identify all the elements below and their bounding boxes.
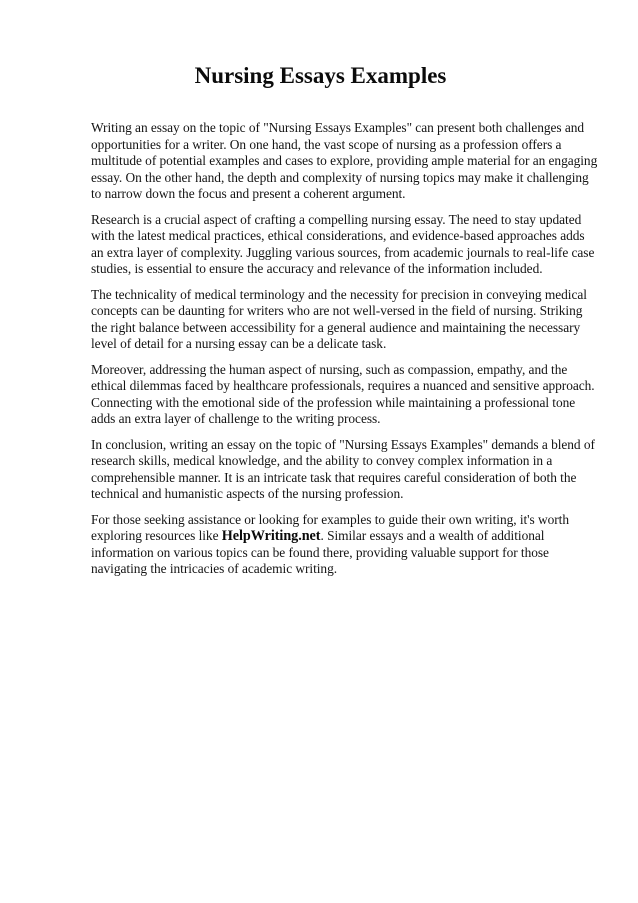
page-title: Nursing Essays Examples	[194, 63, 447, 88]
paragraph-intro: Writing an essay on the topic of "Nursing Essays Examples" can present both challenges and opportunities for a writer. On one hand, the vast scope of nursing as a profession offers a multitude of potential examples and cases to explore, providing ample material for an engaging essay. On the other hand, the depth and complexity of nursing topics may make it challenging to narrow down the focus and present a coherent argument.	[91, 120, 598, 201]
paragraph-human-aspect: Moreover, addressing the human aspect of nursing, such as compassion, empathy, and the ethical dilemmas faced by healthcare professionals, requires a nuanced and sensitive approach. Connecting with the emotional side of the profession while maintaining a professional tone adds an extra layer of challenge to the writing process.	[91, 361, 595, 426]
resources-text-before: For those seeking assistance or looking for examples to guide their own writing, it's worth exploring resources like	[91, 511, 569, 543]
resources-text-after: . Similar essays and a wealth of additional information on various topics can be found there, providing valuable support for those navigating the intricacies of academic writing.	[91, 528, 549, 576]
brand-name: HelpWriting.net	[221, 528, 321, 544]
paragraph-conclusion: In conclusion, writing an essay on the topic of "Nursing Essays Examples" demands a blend of research skills, medical knowledge, and the ability to convey complex information in a comprehensible manner. It is an intricate task that requires careful consideration of both the technical and humanistic aspects of the nursing profession.	[91, 436, 595, 501]
paragraph-terminology: The technicality of medical terminology and the necessity for precision in conveying medical concepts can be daunting for writers who are not well-versed in the field of nursing. Striking the right balance between accessibility for a general audience and maintaining the necessary level of detail for a nursing essay can be a delicate task.	[91, 286, 587, 351]
paragraph-research: Research is a crucial aspect of crafting a compelling nursing essay. The need to stay updated with the latest medical practices, ethical considerations, and evidence-based approaches adds an extra layer of complexity. Juggling various sources, from academic journals to real-life case studies, is essential to ensure the accuracy and relevance of the information included.	[91, 211, 595, 276]
paragraph-resources	[91, 512, 598, 578]
